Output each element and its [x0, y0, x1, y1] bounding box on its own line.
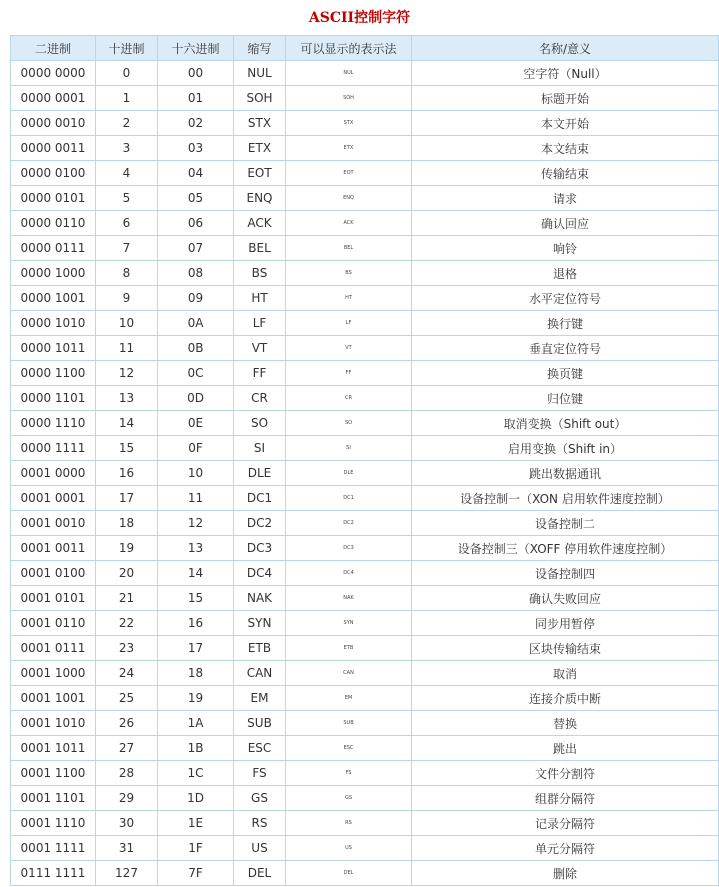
cell-hex: 17 [158, 636, 234, 661]
cell-hex: 0D [158, 386, 234, 411]
cell-decimal: 4 [96, 161, 158, 186]
table-row [11, 611, 719, 636]
cell-abbreviation: VT [234, 336, 286, 361]
cell-abbreviation: SI [234, 436, 286, 461]
cell-control-symbol: LF [286, 311, 412, 336]
cell-name-meaning: 确认回应 [412, 211, 719, 236]
cell-abbreviation: EOT [234, 161, 286, 186]
cell-abbreviation: US [234, 836, 286, 861]
cell-decimal: 30 [96, 811, 158, 836]
cell-decimal: 26 [96, 711, 158, 736]
cell-abbreviation: RS [234, 811, 286, 836]
cell-hex: 12 [158, 511, 234, 536]
cell-binary: 0001 1101 [11, 786, 96, 811]
cell-hex: 1B [158, 736, 234, 761]
cell-decimal: 12 [96, 361, 158, 386]
cell-control-symbol: FF [286, 361, 412, 386]
table-row [11, 836, 719, 861]
cell-control-symbol: DLE [286, 461, 412, 486]
cell-hex: 1C [158, 761, 234, 786]
cell-name-meaning: 换行键 [412, 311, 719, 336]
cell-decimal: 0 [96, 61, 158, 86]
column-header-decimal: 十进制 [96, 36, 158, 61]
cell-binary: 0001 1001 [11, 686, 96, 711]
cell-decimal: 1 [96, 86, 158, 111]
column-header-name-meaning: 名称/意义 [412, 36, 719, 61]
cell-abbreviation: SYN [234, 611, 286, 636]
cell-decimal: 22 [96, 611, 158, 636]
cell-name-meaning: 退格 [412, 261, 719, 286]
cell-binary: 0001 1010 [11, 711, 96, 736]
cell-decimal: 27 [96, 736, 158, 761]
table-row [11, 236, 719, 261]
cell-hex: 09 [158, 286, 234, 311]
cell-binary: 0001 0011 [11, 536, 96, 561]
cell-name-meaning: 同步用暂停 [412, 611, 719, 636]
table-row [11, 561, 719, 586]
cell-name-meaning: 设备控制二 [412, 511, 719, 536]
cell-name-meaning: 替换 [412, 711, 719, 736]
cell-name-meaning: 连接介质中断 [412, 686, 719, 711]
table-row [11, 61, 719, 86]
cell-abbreviation: NAK [234, 586, 286, 611]
cell-decimal: 2 [96, 111, 158, 136]
cell-control-symbol: BS [286, 261, 412, 286]
cell-decimal: 9 [96, 286, 158, 311]
cell-abbreviation: ESC [234, 736, 286, 761]
cell-control-symbol: EOT [286, 161, 412, 186]
cell-name-meaning: 归位键 [412, 386, 719, 411]
cell-abbreviation: NUL [234, 61, 286, 86]
cell-binary: 0000 1110 [11, 411, 96, 436]
cell-hex: 0B [158, 336, 234, 361]
cell-binary: 0111 1111 [11, 861, 96, 886]
table-row [11, 736, 719, 761]
cell-abbreviation: CR [234, 386, 286, 411]
cell-decimal: 31 [96, 836, 158, 861]
cell-decimal: 5 [96, 186, 158, 211]
cell-hex: 7F [158, 861, 234, 886]
cell-control-symbol: FS [286, 761, 412, 786]
cell-hex: 15 [158, 586, 234, 611]
table-row [11, 311, 719, 336]
cell-binary: 0001 0001 [11, 486, 96, 511]
cell-control-symbol: ACK [286, 211, 412, 236]
cell-hex: 0E [158, 411, 234, 436]
cell-hex: 13 [158, 536, 234, 561]
column-header-hex: 十六进制 [158, 36, 234, 61]
cell-control-symbol: NAK [286, 586, 412, 611]
cell-name-meaning: 设备控制三（XOFF 停用软件速度控制） [412, 536, 719, 561]
cell-hex: 0C [158, 361, 234, 386]
cell-binary: 0001 0101 [11, 586, 96, 611]
cell-binary: 0001 0000 [11, 461, 96, 486]
cell-control-symbol: DC3 [286, 536, 412, 561]
column-header-display-symbol: 可以显示的表示法 [286, 36, 412, 61]
cell-control-symbol: SYN [286, 611, 412, 636]
cell-binary: 0001 1011 [11, 736, 96, 761]
cell-decimal: 6 [96, 211, 158, 236]
cell-binary: 0000 0100 [11, 161, 96, 186]
cell-control-symbol: SOH [286, 86, 412, 111]
table-row [11, 136, 719, 161]
table-row [11, 211, 719, 236]
cell-name-meaning: 本文开始 [412, 111, 719, 136]
cell-control-symbol: STX [286, 111, 412, 136]
cell-abbreviation: EM [234, 686, 286, 711]
table-row [11, 486, 719, 511]
cell-abbreviation: DC4 [234, 561, 286, 586]
cell-abbreviation: ETB [234, 636, 286, 661]
cell-name-meaning: 取消变换（Shift out） [412, 411, 719, 436]
table-row [11, 186, 719, 211]
cell-name-meaning: 记录分隔符 [412, 811, 719, 836]
cell-hex: 11 [158, 486, 234, 511]
cell-decimal: 127 [96, 861, 158, 886]
cell-abbreviation: ETX [234, 136, 286, 161]
cell-name-meaning: 本文结束 [412, 136, 719, 161]
cell-name-meaning: 垂直定位符号 [412, 336, 719, 361]
cell-decimal: 14 [96, 411, 158, 436]
cell-hex: 00 [158, 61, 234, 86]
cell-name-meaning: 删除 [412, 861, 719, 886]
cell-hex: 04 [158, 161, 234, 186]
cell-abbreviation: STX [234, 111, 286, 136]
cell-hex: 05 [158, 186, 234, 211]
cell-hex: 10 [158, 461, 234, 486]
cell-hex: 18 [158, 661, 234, 686]
table-row [11, 411, 719, 436]
table-row [11, 161, 719, 186]
cell-name-meaning: 标题开始 [412, 86, 719, 111]
cell-binary: 0001 1110 [11, 811, 96, 836]
cell-name-meaning: 启用变换（Shift in） [412, 436, 719, 461]
cell-binary: 0001 1000 [11, 661, 96, 686]
cell-decimal: 7 [96, 236, 158, 261]
cell-binary: 0001 0100 [11, 561, 96, 586]
page-title: ASCII控制字符 [308, 10, 411, 26]
cell-decimal: 25 [96, 686, 158, 711]
table-row [11, 586, 719, 611]
cell-control-symbol: ETB [286, 636, 412, 661]
cell-decimal: 21 [96, 586, 158, 611]
cell-binary: 0000 0110 [11, 211, 96, 236]
cell-name-meaning: 组群分隔符 [412, 786, 719, 811]
cell-name-meaning: 传输结束 [412, 161, 719, 186]
cell-abbreviation: FF [234, 361, 286, 386]
cell-control-symbol: DEL [286, 861, 412, 886]
cell-binary: 0000 1001 [11, 286, 96, 311]
cell-hex: 0A [158, 311, 234, 336]
cell-control-symbol: BEL [286, 236, 412, 261]
table-row [11, 386, 719, 411]
cell-decimal: 28 [96, 761, 158, 786]
cell-name-meaning: 换页键 [412, 361, 719, 386]
table-row [11, 536, 719, 561]
cell-decimal: 24 [96, 661, 158, 686]
cell-binary: 0000 1101 [11, 386, 96, 411]
cell-name-meaning: 区块传输结束 [412, 636, 719, 661]
cell-control-symbol: DC2 [286, 511, 412, 536]
cell-hex: 19 [158, 686, 234, 711]
table-row [11, 361, 719, 386]
table-row [11, 111, 719, 136]
cell-abbreviation: SO [234, 411, 286, 436]
cell-abbreviation: HT [234, 286, 286, 311]
table-row [11, 511, 719, 536]
cell-name-meaning: 水平定位符号 [412, 286, 719, 311]
cell-abbreviation: ACK [234, 211, 286, 236]
table-header-row [11, 36, 719, 61]
cell-name-meaning: 设备控制一（XON 启用软件速度控制） [412, 486, 719, 511]
cell-name-meaning: 请求 [412, 186, 719, 211]
cell-decimal: 13 [96, 386, 158, 411]
cell-decimal: 23 [96, 636, 158, 661]
cell-decimal: 8 [96, 261, 158, 286]
cell-binary: 0000 0000 [11, 61, 96, 86]
cell-name-meaning: 响铃 [412, 236, 719, 261]
cell-hex: 06 [158, 211, 234, 236]
column-header-abbreviation: 缩写 [234, 36, 286, 61]
cell-hex: 07 [158, 236, 234, 261]
cell-control-symbol: US [286, 836, 412, 861]
cell-name-meaning: 空字符（Null） [412, 61, 719, 86]
table-row [11, 461, 719, 486]
cell-decimal: 29 [96, 786, 158, 811]
cell-hex: 16 [158, 611, 234, 636]
cell-name-meaning: 设备控制四 [412, 561, 719, 586]
cell-control-symbol: RS [286, 811, 412, 836]
table-row [11, 436, 719, 461]
cell-decimal: 11 [96, 336, 158, 361]
cell-hex: 1F [158, 836, 234, 861]
cell-abbreviation: LF [234, 311, 286, 336]
cell-control-symbol: GS [286, 786, 412, 811]
cell-control-symbol: SO [286, 411, 412, 436]
cell-control-symbol: ETX [286, 136, 412, 161]
cell-control-symbol: EM [286, 686, 412, 711]
cell-abbreviation: DEL [234, 861, 286, 886]
cell-binary: 0000 1011 [11, 336, 96, 361]
cell-control-symbol: HT [286, 286, 412, 311]
cell-control-symbol: DC4 [286, 561, 412, 586]
table-row [11, 811, 719, 836]
cell-name-meaning: 文件分割符 [412, 761, 719, 786]
table-row [11, 261, 719, 286]
cell-decimal: 18 [96, 511, 158, 536]
cell-decimal: 15 [96, 436, 158, 461]
cell-binary: 0000 1010 [11, 311, 96, 336]
cell-control-symbol: ENQ [286, 186, 412, 211]
table-body [11, 61, 719, 886]
table-row [11, 286, 719, 311]
cell-abbreviation: DC2 [234, 511, 286, 536]
cell-name-meaning: 跳出数据通讯 [412, 461, 719, 486]
cell-binary: 0001 1111 [11, 836, 96, 861]
cell-name-meaning: 单元分隔符 [412, 836, 719, 861]
cell-name-meaning: 跳出 [412, 736, 719, 761]
cell-abbreviation: BS [234, 261, 286, 286]
cell-binary: 0000 0001 [11, 86, 96, 111]
cell-hex: 0F [158, 436, 234, 461]
cell-binary: 0000 1111 [11, 436, 96, 461]
cell-hex: 1D [158, 786, 234, 811]
table-row [11, 636, 719, 661]
cell-hex: 02 [158, 111, 234, 136]
table-row [11, 86, 719, 111]
cell-control-symbol: DC1 [286, 486, 412, 511]
cell-decimal: 19 [96, 536, 158, 561]
cell-binary: 0000 0011 [11, 136, 96, 161]
cell-hex: 1A [158, 711, 234, 736]
cell-hex: 01 [158, 86, 234, 111]
cell-abbreviation: SOH [234, 86, 286, 111]
cell-decimal: 17 [96, 486, 158, 511]
cell-abbreviation: DC1 [234, 486, 286, 511]
ascii-control-table [10, 35, 719, 886]
cell-name-meaning: 取消 [412, 661, 719, 686]
cell-hex: 14 [158, 561, 234, 586]
cell-decimal: 16 [96, 461, 158, 486]
cell-abbreviation: FS [234, 761, 286, 786]
cell-decimal: 3 [96, 136, 158, 161]
cell-name-meaning: 确认失败回应 [412, 586, 719, 611]
cell-control-symbol: VT [286, 336, 412, 361]
cell-abbreviation: SUB [234, 711, 286, 736]
cell-control-symbol: CAN [286, 661, 412, 686]
cell-decimal: 10 [96, 311, 158, 336]
cell-hex: 08 [158, 261, 234, 286]
cell-binary: 0001 0110 [11, 611, 96, 636]
table-row [11, 686, 719, 711]
table-row [11, 761, 719, 786]
cell-abbreviation: DLE [234, 461, 286, 486]
table-row [11, 711, 719, 736]
cell-binary: 0001 1100 [11, 761, 96, 786]
column-header-binary: 二进制 [11, 36, 96, 61]
table-row [11, 786, 719, 811]
cell-abbreviation: ENQ [234, 186, 286, 211]
cell-hex: 03 [158, 136, 234, 161]
cell-control-symbol: SI [286, 436, 412, 461]
cell-abbreviation: CAN [234, 661, 286, 686]
cell-binary: 0000 0010 [11, 111, 96, 136]
cell-control-symbol: CR [286, 386, 412, 411]
cell-binary: 0000 1000 [11, 261, 96, 286]
cell-hex: 1E [158, 811, 234, 836]
cell-abbreviation: DC3 [234, 536, 286, 561]
cell-decimal: 20 [96, 561, 158, 586]
cell-control-symbol: SUB [286, 711, 412, 736]
cell-binary: 0001 0010 [11, 511, 96, 536]
table-row [11, 661, 719, 686]
cell-control-symbol: NUL [286, 61, 412, 86]
cell-binary: 0001 0111 [11, 636, 96, 661]
cell-abbreviation: GS [234, 786, 286, 811]
cell-control-symbol: ESC [286, 736, 412, 761]
cell-abbreviation: BEL [234, 236, 286, 261]
table-row [11, 336, 719, 361]
table-row [11, 861, 719, 886]
cell-binary: 0000 1100 [11, 361, 96, 386]
cell-binary: 0000 0111 [11, 236, 96, 261]
cell-binary: 0000 0101 [11, 186, 96, 211]
